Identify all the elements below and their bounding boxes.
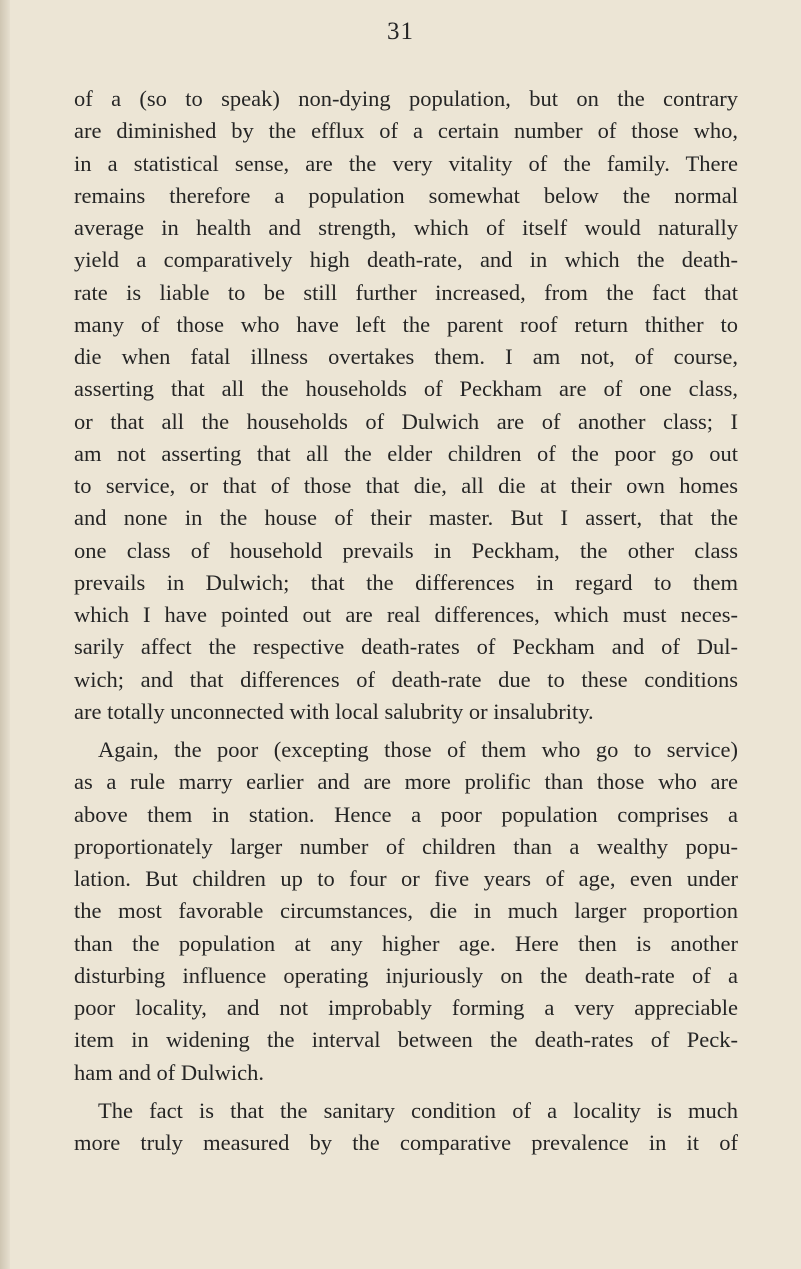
text-line: above them in station. Hence a poor population comprises a (74, 801, 738, 827)
text-line: in a statistical sense, are the very vitality of the family. There (74, 150, 738, 176)
text-line: and none in the house of their master. But I assert, that the (74, 505, 738, 531)
text-line: more truly measured by the comparative prevalence in it of (74, 1130, 738, 1155)
text-line: the most favorable circumstances, die in much larger proportion (74, 898, 738, 924)
text-line: remains therefore a population somewhat below the normal (74, 182, 738, 208)
page-number: 31 (387, 18, 414, 45)
text-line: wich; and that differences of death-rate due to these conditions (74, 666, 738, 692)
text-line: disturbing influence operating injuriously on the death-rate of a (74, 962, 738, 988)
text-line: proportionately larger number of children than a wealthy popu- (74, 833, 738, 859)
text-line: sarily affect the respective death-rates of Peckham and of Dul- (74, 634, 738, 660)
text-line: yield a comparatively high death-rate, and in which the death- (74, 247, 738, 273)
text-line: am not asserting that all the elder children of the poor go out (74, 440, 738, 466)
paragraph-1 (74, 83, 738, 728)
text-line: poor locality, and not improbably forming a very appreciable (74, 995, 738, 1020)
text-line: to service, or that of those that die, all die at their own homes (74, 473, 738, 498)
text-line: are diminished by the efflux of a certain number of those who, (74, 118, 738, 144)
text-line: many of those who have left the parent roof return thither to (74, 311, 738, 337)
text-line: die when fatal illness overtakes them. I am not, of course, (74, 344, 738, 369)
text-line: which I have pointed out are real differences, which must neces- (74, 602, 738, 627)
text-line: as a rule marry earlier and are more prolific than those who are (74, 769, 738, 795)
text-line: than the population at any higher age. Here then is another (74, 930, 738, 956)
text-line: lation. But children up to four or five years of age, even under (74, 866, 738, 891)
text-line: The fact is that the sanitary condition of a locality is much (98, 1097, 738, 1123)
text-line: rate is liable to be still further increased, from the fact that (74, 279, 738, 305)
text-line: one class of household prevails in Peckham, the other class (74, 537, 738, 563)
text-line: prevails in Dulwich; that the differences in regard to them (74, 569, 738, 595)
paragraph-2 (74, 734, 738, 1089)
text-line: ham and of Dulwich. (74, 1059, 264, 1085)
text-line: asserting that all the households of Peckham are of one class, (74, 376, 738, 402)
paragraph-3 (74, 1095, 738, 1160)
page-spine-edge (0, 0, 10, 1269)
text-line: item in widening the interval between the death-rates of Peck- (74, 1027, 738, 1053)
text-line: or that all the households of Dulwich are of another class; I (74, 408, 738, 434)
text-line: are totally unconnected with local salubrity or insalubrity. (74, 698, 594, 724)
body-text (74, 83, 738, 1159)
text-line: of a (so to speak) non-dying population, but on the contrary (74, 86, 738, 111)
text-line: Again, the poor (excepting those of them who go to service) (98, 737, 738, 762)
text-line: average in health and strength, which of itself would naturally (74, 215, 738, 240)
